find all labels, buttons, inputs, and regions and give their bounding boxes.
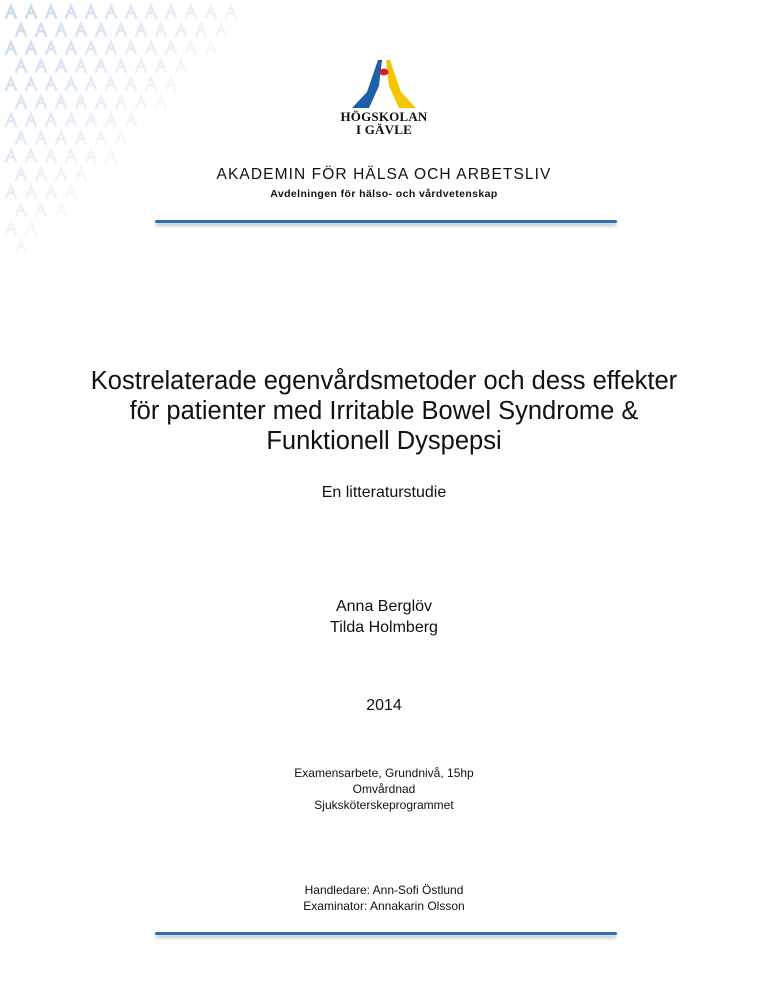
pattern-mark bbox=[26, 6, 36, 18]
author-name: Tilda Holmberg bbox=[330, 619, 438, 636]
document-subtitle: En litteraturstudie bbox=[321, 484, 447, 501]
pattern-mark bbox=[156, 24, 166, 36]
pattern-mark bbox=[166, 42, 176, 54]
pattern-mark bbox=[226, 6, 236, 18]
pattern-mark bbox=[126, 114, 136, 126]
author-name: Anna Berglöv bbox=[335, 598, 433, 615]
pattern-mark bbox=[106, 42, 116, 54]
pattern-mark bbox=[76, 24, 86, 36]
pattern-mark bbox=[46, 42, 56, 54]
pattern-mark bbox=[6, 222, 16, 234]
university-logo bbox=[338, 58, 430, 146]
pattern-mark bbox=[26, 150, 36, 162]
pattern-mark bbox=[106, 78, 116, 90]
pattern-mark bbox=[146, 78, 156, 90]
supervisor-info bbox=[0, 882, 768, 914]
publication-year: 2014 bbox=[366, 697, 402, 714]
department-subheading: Avdelningen för hälso- och vårdvetenskap bbox=[270, 188, 498, 200]
pattern-mark bbox=[126, 6, 136, 18]
pattern-mark bbox=[176, 24, 186, 36]
pattern-mark bbox=[46, 114, 56, 126]
pattern-mark bbox=[26, 78, 36, 90]
title-line: Kostrelaterade egenvårdsmetoder och dess effekter bbox=[90, 367, 678, 395]
pattern-mark bbox=[86, 42, 96, 54]
pattern-mark bbox=[16, 132, 26, 144]
supervisor-line: Examinator: Annakarin Olsson bbox=[303, 899, 465, 913]
pattern-mark bbox=[26, 114, 36, 126]
pattern-mark bbox=[26, 222, 36, 234]
pattern-mark bbox=[6, 114, 16, 126]
department-heading: AKADEMIN FÖR HÄLSA OCH ARBETSLIV bbox=[216, 166, 552, 183]
pattern-mark bbox=[6, 42, 16, 54]
pattern-mark bbox=[116, 96, 126, 108]
pattern-mark bbox=[76, 96, 86, 108]
pattern-mark bbox=[26, 42, 36, 54]
pattern-mark bbox=[56, 204, 66, 216]
pattern-mark bbox=[176, 60, 186, 72]
pattern-mark bbox=[156, 96, 166, 108]
decorative-pattern bbox=[0, 0, 240, 270]
pattern-mark bbox=[136, 96, 146, 108]
pattern-mark bbox=[156, 60, 166, 72]
title-line: för patienter med Irritable Bowel Syndrome & bbox=[129, 397, 639, 425]
pattern-mark bbox=[96, 132, 106, 144]
pattern-mark bbox=[36, 96, 46, 108]
pattern-mark bbox=[46, 150, 56, 162]
top-divider bbox=[155, 220, 617, 223]
thesis-info-line: Examensarbete, Grundnivå, 15hp bbox=[294, 766, 474, 780]
pattern-mark bbox=[56, 96, 66, 108]
pattern-mark bbox=[16, 24, 26, 36]
pattern-mark bbox=[96, 60, 106, 72]
pattern-mark bbox=[6, 6, 16, 18]
pattern-mark bbox=[216, 24, 226, 36]
pattern-mark bbox=[76, 132, 86, 144]
pattern-mark bbox=[46, 78, 56, 90]
pattern-mark bbox=[36, 132, 46, 144]
pattern-mark bbox=[6, 78, 16, 90]
pattern-mark bbox=[86, 6, 96, 18]
logo-text-line1: HÖGSKOLAN bbox=[340, 109, 428, 124]
pattern-mark bbox=[6, 150, 16, 162]
pattern-mark bbox=[146, 42, 156, 54]
thesis-info bbox=[0, 765, 768, 813]
pattern-mark bbox=[46, 6, 56, 18]
pattern-mark bbox=[16, 60, 26, 72]
supervisor-line: Handledare: Ann-Sofi Östlund bbox=[304, 883, 464, 897]
pattern-mark bbox=[206, 42, 216, 54]
pattern-mark bbox=[166, 6, 176, 18]
logo-emblem-icon bbox=[349, 58, 419, 110]
pattern-mark bbox=[16, 240, 26, 252]
pattern-mark bbox=[96, 96, 106, 108]
pattern-mark bbox=[66, 42, 76, 54]
pattern-mark bbox=[126, 78, 136, 90]
thesis-info-line: Omvårdnad bbox=[352, 782, 416, 796]
pattern-mark bbox=[56, 24, 66, 36]
pattern-mark bbox=[116, 24, 126, 36]
pattern-mark bbox=[56, 60, 66, 72]
pattern-mark bbox=[106, 150, 116, 162]
pattern-mark bbox=[116, 60, 126, 72]
pattern-mark bbox=[136, 60, 146, 72]
pattern-mark bbox=[56, 132, 66, 144]
author-list bbox=[0, 596, 768, 638]
pattern-mark bbox=[106, 114, 116, 126]
pattern-mark bbox=[66, 114, 76, 126]
pattern-mark bbox=[126, 42, 136, 54]
pattern-mark bbox=[196, 24, 206, 36]
bottom-divider bbox=[155, 932, 617, 935]
pattern-mark bbox=[76, 60, 86, 72]
pattern-mark bbox=[86, 150, 96, 162]
pattern-mark bbox=[206, 6, 216, 18]
thesis-info-line: Sjuksköterskeprogrammet bbox=[314, 798, 454, 812]
pattern-mark bbox=[106, 6, 116, 18]
pattern-mark bbox=[116, 132, 126, 144]
pattern-mark bbox=[66, 150, 76, 162]
title-line: Funktionell Dyspepsi bbox=[266, 427, 502, 455]
pattern-mark bbox=[86, 78, 96, 90]
pattern-mark bbox=[146, 6, 156, 18]
pattern-mark bbox=[66, 6, 76, 18]
pattern-mark bbox=[186, 42, 196, 54]
pattern-mark bbox=[36, 24, 46, 36]
pattern-mark bbox=[66, 78, 76, 90]
pattern-mark bbox=[36, 204, 46, 216]
logo-text-line2: I GÄVLE bbox=[356, 122, 412, 137]
pattern-mark bbox=[96, 24, 106, 36]
pattern-mark bbox=[16, 204, 26, 216]
pattern-mark bbox=[136, 24, 146, 36]
pattern-mark bbox=[16, 96, 26, 108]
pattern-mark bbox=[186, 6, 196, 18]
pattern-mark bbox=[166, 78, 176, 90]
pattern-mark bbox=[36, 60, 46, 72]
pattern-mark bbox=[86, 114, 96, 126]
document-title bbox=[60, 366, 708, 456]
